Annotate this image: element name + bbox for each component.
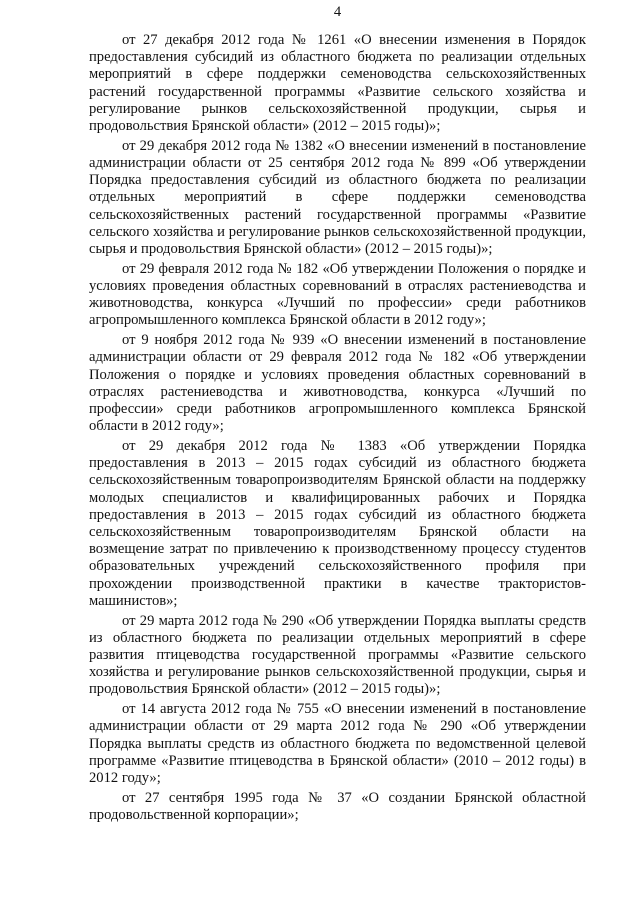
list-item-resolution-1261: от 27 декабря 2012 года № 1261 «О внесении изменения в Порядок предоставления субсидий из областного бюджета по реализации отдельных мероприятий в сфере поддержки семеноводства сельскохозяйственных растений государственной программы «Развитие сельского хозяйства и регулирование рынков сельскохозяйственной продукции, сырья и продовольствия Брянской области» (2012 – 2015 годы)»; — [89, 32, 586, 135]
list-item-resolution-1382: от 29 декабря 2012 года № 1382 «О внесении изменений в постановление администрации области от 25 сентября 2012 года № 899 «Об утверждении Порядка предоставления субсидий из областного бюджета по реализации отдельных мероприятий в сфере поддержки семеноводства сельскохозяйственных растений государственной программы «Развитие сельского хозяйства и регулирование рынков сельскохозяйственной продукции, сырья и продовольствия Брянской области» (2012 – 2015 годы)»; — [89, 137, 586, 258]
list-item-resolution-1383: от 29 декабря 2012 года № 1383 «Об утверждении Порядка предоставления в 2013 – 2015 годах субсидий из областного бюджета сельскохозяйственным товаропроизводителям Брянской области на поддержку молодых специалистов и квалифицированных рабочих и Порядка предоставления в 2013 – 2015 годах субсидий из областного бюджета сельскохозяйственным товаропроизводителям Брянской области на возмещение затрат по привлечению к производственному процессу студентов образовательных учреждений сельскохозяйственного профиля при прохождении производственной практики в качестве трактористов-машинистов»; — [89, 438, 586, 609]
list-item-resolution-290: от 29 марта 2012 года № 290 «Об утверждении Порядка выплаты средств из областного бюджета по реализации отдельных мероприятий в сфере развития птицеводства государственной программы «Развитие сельского хозяйства и регулирование рынков сельскохозяйственной продукции, сырья и продовольствия Брянской области» (2012 – 2015 годы)»; — [89, 612, 586, 698]
list-item-resolution-939: от 9 ноября 2012 года № 939 «О внесении изменений в постановление администрации области от 29 февраля 2012 года № 182 «Об утверждении Положения о порядке и условиях проведения областных соревнований в отраслях растениеводства и животноводства, конкурса «Лучший по профессии» среди работников агропромышленного комплекса Брянской области в 2012 году»; — [89, 332, 586, 435]
list-item-resolution-755: от 14 августа 2012 года № 755 «О внесении изменений в постановление администрации области от 29 марта 2012 года № 290 «Об утверждении Порядка выплаты средств из областного бюджета по ведомственной целевой программе «Развитие птицеводства в Брянской области» (2010 – 2012 годы) в 2012 году»; — [89, 701, 586, 787]
list-item-resolution-37: от 27 сентября 1995 года № 37 «О создании Брянской областной продовольственной корпорации»; — [89, 789, 586, 824]
list-item-resolution-182: от 29 февраля 2012 года № 182 «Об утверждении Положения о порядке и условиях проведения областных соревнований в отраслях растениеводства и животноводства, конкурса «Лучший по профессии» среди работников агропромышленного комплекса Брянской области в 2012 году»; — [89, 260, 586, 329]
page-number: 4 — [333, 4, 342, 20]
